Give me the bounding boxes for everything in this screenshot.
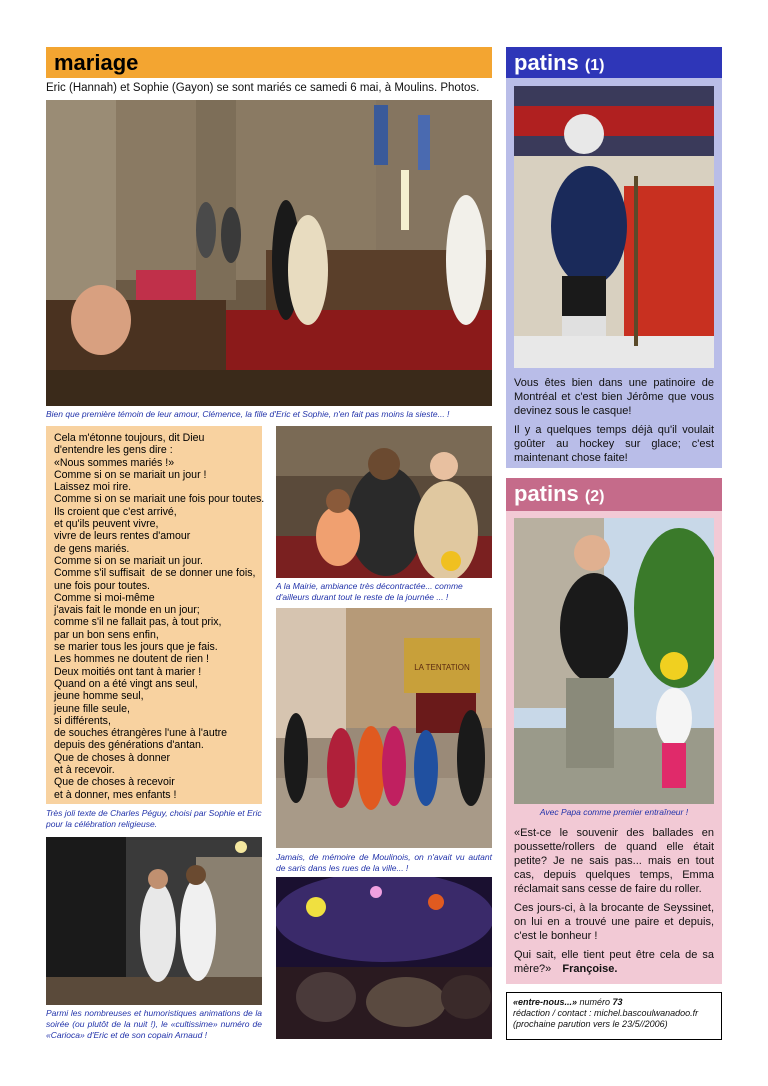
poem-lines: [54, 432, 265, 801]
patins2-closing: [514, 948, 714, 976]
issue-number: 73: [612, 997, 623, 1007]
footer-contact: rédaction / contact : michel.bascoulwanadoo.fr: [513, 1008, 699, 1018]
poem-line: si différents,: [54, 714, 111, 727]
poem-line: depuis des générations d'antan.: [54, 739, 204, 752]
poem-line: Les hommes ne doutent de rien !: [54, 653, 209, 666]
poem-line: de souches étrangères l'une à l'autre: [54, 727, 228, 740]
poem-line: une fois pour toutes.: [54, 579, 150, 592]
poem-line: et à recevoir.: [54, 764, 115, 777]
poem-line: Deux moitiés ont tant à marier !: [54, 665, 202, 678]
street-saris-photo: [276, 608, 492, 848]
poem-line: vivre de leurs rentes d'amour: [54, 530, 191, 543]
mairie-photo: [276, 426, 492, 578]
poem-line: Que de choses à recevoir: [54, 776, 175, 789]
patins2-last-text: Qui sait, elle tient peut être cela de sa mère?»: [514, 949, 714, 975]
street-caption: Jamais, de mémoire de Moulinois, on n'avait vu autant de saris dans les rues de la ville... !: [276, 852, 492, 873]
poem-line: Comme si on se mariait un jour !: [54, 468, 207, 481]
patins1-paragraph: Vous êtes bien dans une patinoire de Montréal et c'est bien Jérôme que vous devinez sous le casque!: [514, 377, 714, 417]
poem-line: Comme si moi-même: [54, 591, 155, 604]
poem-line: jeune fille seule,: [54, 702, 130, 715]
poem-line: «Nous sommes mariés !»: [54, 456, 175, 469]
mairie-caption: A la Mairie, ambiance très décontractée... comme d'ailleurs durant tout le reste de la journée ... !: [276, 581, 463, 602]
poem-line: et qu'ils peuvent vivre,: [54, 518, 159, 531]
roller-photo: [514, 518, 714, 804]
mariage-header: [46, 47, 492, 78]
roller-caption: Avec Papa comme premier entraîneur !: [539, 807, 689, 817]
patins1-paragraph: Il y a quelques temps déjà qu'il voulait goûter au hockey sur glace; c'est maintenant chose faite!: [514, 424, 714, 464]
newsletter-name: «entre-nous...»: [513, 997, 578, 1007]
peguy-poem: [46, 426, 265, 804]
dance-caption: Parmi les nombreuses et humoristiques animations de la soirée (ou plutôt de la nuit !), le «cultissime» numéro de «Carioca» d'Eric et de son copain Arnaud !: [46, 1008, 262, 1040]
hockey-photo: [514, 86, 714, 368]
poem-line: Ils croient que c'est arrivé,: [54, 505, 177, 518]
church-caption: Bien que première témoin de leur amour, Clémence, la fille d'Eric et Sophie, n'en fait pas moins la sieste... !: [46, 409, 450, 419]
poem-line: de gens mariés.: [54, 542, 130, 555]
patins2-number: (2): [584, 488, 605, 505]
patins1-title: patins: [514, 50, 579, 75]
footer-next-issue: (prochaine parution vers le 23/5//2006): [513, 1019, 668, 1029]
reception-party-photo: [276, 877, 492, 1039]
church-ceremony-photo: [46, 100, 492, 406]
poem-line: Quand on a été vingt ans seul,: [54, 677, 198, 690]
mariage-title: mariage: [54, 50, 139, 75]
patins1-number: (1): [584, 57, 605, 74]
patins2-text: [506, 820, 722, 984]
poem-line: Cela m'étonne toujours, dit Dieu: [54, 432, 205, 444]
mariage-intro: Eric (Hannah) et Sophie (Gayon) se sont mariés ce samedi 6 mai, à Moulins. Photos.: [46, 82, 480, 94]
patins1-header: [506, 47, 722, 78]
poem-line: Comme s'il suffisait de se donner une fois,: [54, 567, 256, 580]
newsletter-footer: [506, 992, 722, 1040]
issue-label: numéro: [577, 997, 613, 1007]
poem-line: et à donner, mes enfants !: [54, 788, 177, 801]
poem-line: Laissez moi rire.: [54, 481, 132, 494]
poem-line: j'avais fait le monde en un jour;: [54, 604, 200, 617]
poem-line: se marier tous les jours que je fais.: [54, 641, 218, 654]
poem-line: jeune homme seul,: [54, 690, 144, 703]
patins2-paragraph: Ces jours-ci, à la brocante de Seyssinet, on lui en a trouvé une paire et depuis, c'est le bonheur !: [514, 902, 714, 942]
patins2-header: [506, 478, 722, 511]
poem-line: d'entendre les gens dire :: [54, 444, 173, 457]
poem-line: Que de choses à donner: [54, 751, 171, 764]
author-signature: Françoise.: [562, 963, 618, 975]
footer-line-1: [513, 997, 715, 1008]
carioca-dance-photo: [46, 837, 262, 1005]
poem-caption: Très joli texte de Charles Péguy, choisi par Sophie et Eric pour la célébration religieuse.: [46, 808, 262, 829]
patins2-paragraph: «Est-ce le souvenir des ballades en poussette/rollers de quand elle était petite? Je ne sais pas... mais en tout cas, depuis quelques temps, Emma réclamait sans cesse de faire du roller.: [514, 827, 714, 895]
poem-line: Comme si on se mariait un jour.: [54, 554, 203, 567]
shop-sign-text: LA TENTATION: [414, 663, 470, 672]
patins2-title: patins: [514, 481, 579, 506]
poem-line: comme s'il ne fallait pas, à tout prix,: [54, 616, 222, 629]
poem-line: par un bon sens enfin,: [54, 628, 159, 641]
patins1-text: [506, 370, 722, 468]
poem-line: Comme si on se mariait une fois pour toutes.: [54, 493, 265, 506]
